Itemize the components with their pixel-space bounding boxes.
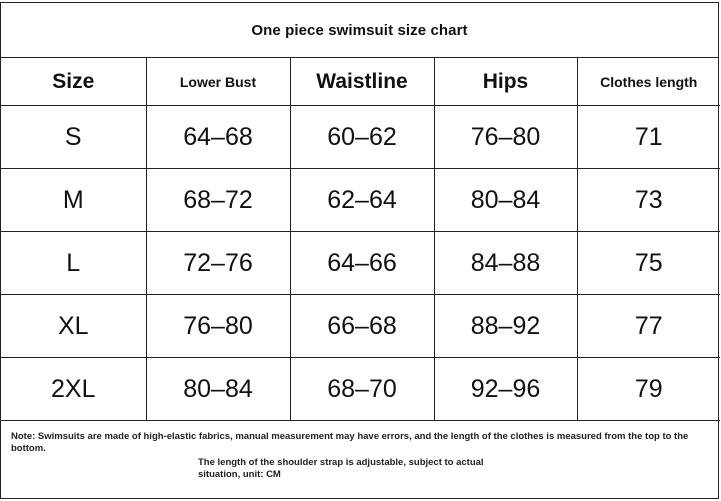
table-row <box>1 232 720 295</box>
cell-hips: 76–80 <box>434 106 577 169</box>
header-lower-bust: Lower Bust <box>146 58 290 106</box>
cell-waistline: 66–68 <box>290 295 434 358</box>
cell-clothes-length: 79 <box>577 358 720 421</box>
cell-lower-bust: 64–68 <box>146 106 290 169</box>
header-size: Size <box>1 58 146 106</box>
cell-clothes-length: 73 <box>577 169 720 232</box>
table-row <box>1 106 720 169</box>
cell-size: 2XL <box>1 358 146 421</box>
cell-waistline: 64–66 <box>290 232 434 295</box>
cell-size: L <box>1 232 146 295</box>
cell-clothes-length: 75 <box>577 232 720 295</box>
header-row <box>1 58 720 106</box>
header-hips: Hips <box>434 58 577 106</box>
size-chart <box>0 2 719 499</box>
measurement-note: Note: Swimsuits are made of high-elastic fabrics, manual measurement may have errors, and the length of the clothes is measured from the top to the bottom. <box>11 431 689 454</box>
cell-lower-bust: 72–76 <box>146 232 290 295</box>
table-row <box>1 295 720 358</box>
cell-size: XL <box>1 295 146 358</box>
cell-size: S <box>1 106 146 169</box>
header-waistline: Waistline <box>290 58 434 106</box>
table-row <box>1 358 720 421</box>
chart-title: One piece swimsuit size chart <box>1 3 718 58</box>
cell-clothes-length: 77 <box>577 295 720 358</box>
cell-lower-bust: 80–84 <box>146 358 290 421</box>
cell-size: M <box>1 169 146 232</box>
cell-hips: 80–84 <box>434 169 577 232</box>
cell-hips: 92–96 <box>434 358 577 421</box>
cell-clothes-length: 71 <box>577 106 720 169</box>
table-row <box>1 169 720 232</box>
header-clothes-length: Clothes length <box>577 58 720 106</box>
strap-note: The length of the shoulder strap is adjustable, subject to actual situation, unit: CM <box>198 457 484 480</box>
cell-hips: 84–88 <box>434 232 577 295</box>
size-table <box>1 58 720 421</box>
cell-lower-bust: 68–72 <box>146 169 290 232</box>
cell-waistline: 62–64 <box>290 169 434 232</box>
cell-waistline: 68–70 <box>290 358 434 421</box>
cell-waistline: 60–62 <box>290 106 434 169</box>
cell-lower-bust: 76–80 <box>146 295 290 358</box>
cell-hips: 88–92 <box>434 295 577 358</box>
